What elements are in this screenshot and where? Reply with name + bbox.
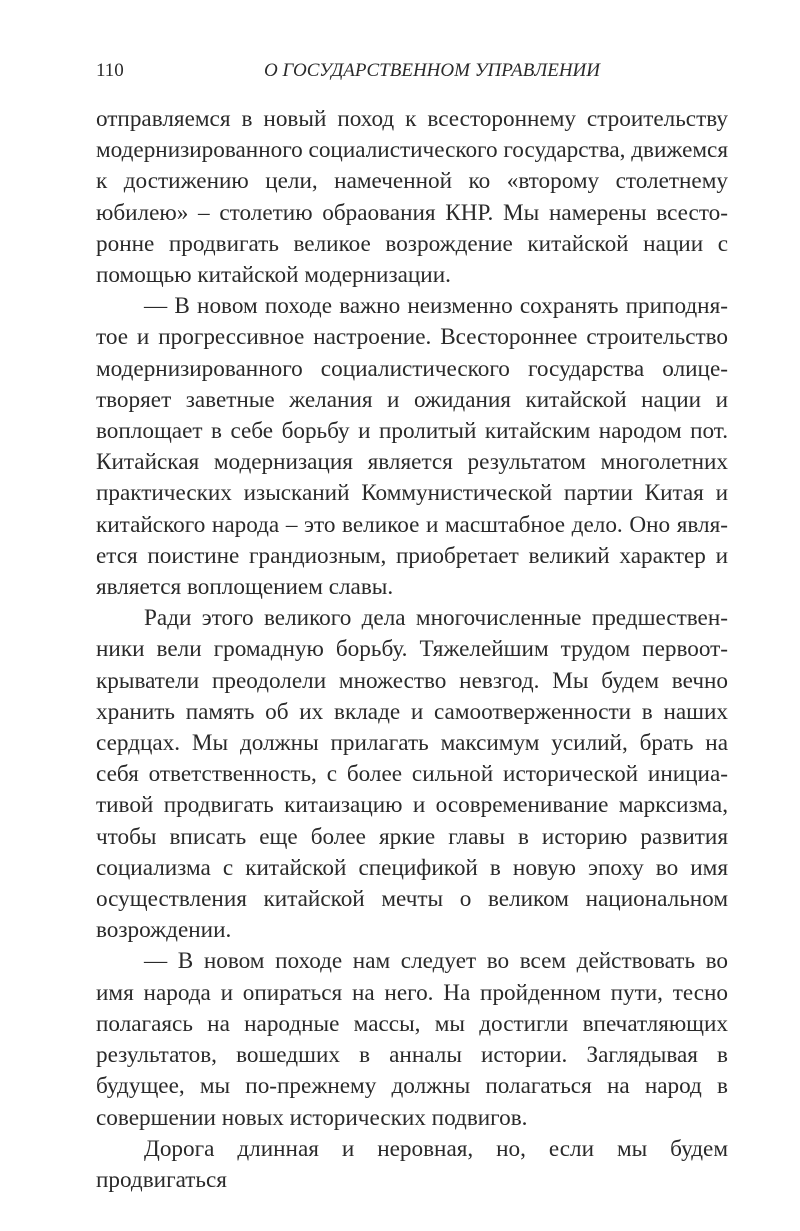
paragraph-1: отправляемся в новый поход к всестороннему строительству модернизированного социалистического государства, движемся к достижению цели, намеченной ко «второму столетнему юбилею» – столетию обраования КНР. Мы намерены всесторонне продвигать великое возрождение китайской нации с помощью китайской модернизации. (96, 106, 729, 289)
paragraph-2: — В новом походе важно неизменно сохранять приподнятое и прогрессивное настроение. Всестороннее строительство модернизированного социалистического государства олицетворяет заветные желания и ожидания китайской нации и воплощает в себе борьбу и пролитый китайским народом пот. Китайская модернизация является результатом многолетних практических изысканий Коммунистической партии Китая и китайского народа – это великое и масштабное дело. Оно является поистине грандиозным, приобретает великий характер и является воплощением славы. (96, 293, 728, 601)
page-header (96, 56, 728, 86)
body-text (96, 104, 728, 1196)
paragraph-4: — В новом походе нам следует во всем действовать во имя народа и опираться на него. На пройденном пути, тесно полагаясь на народные массы, мы достигли впечатляющих результатов, вошедших в анналы истории. Заглядывая в будущее, мы по-прежнему должны полагаться на народ в совершении новых исторических подвигов. (96, 948, 728, 1131)
paragraph-5: Дорога длинная и неровная, но, если мы будем продвигаться (96, 1135, 728, 1193)
paragraph-3: Ради этого великого дела многочисленные предшественники вели громадную борьбу. Тяжелейшим трудом первооткрыватели преодолели множество невзгод. Мы будем вечно хранить память об их вкладе и самоотверженности в наших сердцах. Мы должны прилагать максимум усилий, брать на себя ответственность, с более сильной исторической инициативой продвигать китаизацию и осовременивание марксизма, чтобы вписать еще более яркие главы в историю развития социализма с китайской спецификой в новую эпоху во имя осуществления китайской мечты о великом национальном возрождении. (96, 605, 728, 944)
running-title: О ГОСУДАРСТВЕННОМ УПРАВЛЕНИИ (264, 60, 600, 81)
page-number: 110 (96, 60, 124, 81)
